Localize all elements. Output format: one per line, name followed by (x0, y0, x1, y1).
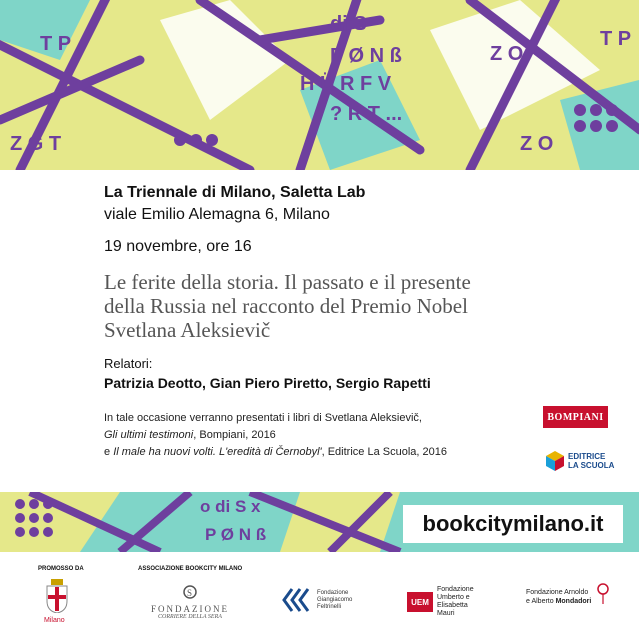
svg-text:Z O: Z O (490, 43, 524, 65)
book-title: Il male ha nuovi volti. L'eredità di Černobyl' (113, 446, 322, 458)
note-line: In tale occasione verranno presentati i libri di Svetlana Aleksievič, (104, 412, 422, 424)
promoted-by-label: PROMOSSO DA (38, 566, 84, 572)
la-scuola-logo: EDITRICE LA SCUOLA (545, 450, 614, 472)
decorative-pattern-top (0, 0, 639, 170)
svg-text:P Ø N ß: P Ø N ß (330, 45, 402, 67)
svg-text:T P: T P (40, 33, 72, 55)
feltrinelli-chevrons-icon (282, 587, 314, 613)
event-title-line: Le ferite della storia. Il passato e il presente (104, 270, 471, 294)
event-title (104, 270, 574, 342)
fondazione-mauri-logo: UEM Fondazione Umberto e Elisabetta Mauri (407, 586, 474, 618)
svg-text:S: S (187, 588, 193, 598)
milano-crest-icon (46, 579, 68, 613)
fcs-emblem-icon (182, 585, 198, 599)
note-line: e Il male ha nuovi volti. L'eredità di Černobyl', Editrice La Scuola, 2016 (104, 446, 447, 458)
note-line: Gli ultimi testimoni, Bompiani, 2016 (104, 429, 276, 441)
svg-text:o di S x: o di S x (200, 497, 261, 516)
venue-name: La Triennale di Milano, Saletta Lab (104, 184, 366, 201)
speakers-list: Patrizia Deotto, Gian Piero Piretto, Sergio Rapetti (104, 375, 431, 391)
event-title-line: della Russia nel racconto del Premio Nobel (104, 294, 468, 318)
la-scuola-cube-icon (545, 450, 565, 472)
website-badge[interactable]: bookcitymilano.it (403, 505, 623, 543)
svg-text:T P: T P (600, 28, 632, 50)
fue-mark: UEM (407, 592, 433, 612)
fondazione-feltrinelli-logo: Fondazione Giangiacomo Feltrinelli (282, 587, 352, 613)
event-title-line: Svetlana Aleksievič (104, 318, 271, 342)
fondazione-mondadori-logo: Fondazione Arnoldo e Alberto Mondadori (526, 589, 592, 605)
association-label: ASSOCIAZIONE BOOKCITY MILANO (138, 566, 243, 572)
svg-text:Z G T: Z G T (10, 133, 62, 155)
svg-text:? R T ...: ? R T ... (330, 103, 403, 125)
svg-text:H Ü R F V: H Ü R F V (300, 73, 392, 95)
books-note (104, 410, 524, 461)
fondazione-corriere-logo: S FONDAZIONE CORRIERE DELLA SERA (150, 585, 230, 620)
svg-text:P Ø N ß: P Ø N ß (205, 525, 267, 544)
svg-text:di S: di S (330, 13, 367, 35)
book-title: Gli ultimi testimoni (104, 429, 194, 441)
venue-address: viale Emilio Alemagna 6, Milano (104, 206, 330, 223)
event-date: 19 novembre, ore 16 (104, 238, 252, 255)
rose-icon (596, 583, 610, 605)
svg-text:Z O: Z O (520, 133, 554, 155)
milano-label: Milano (44, 617, 65, 624)
speakers-label: Relatori: (104, 356, 153, 371)
bompiani-logo: BOMPIANI (543, 406, 608, 428)
